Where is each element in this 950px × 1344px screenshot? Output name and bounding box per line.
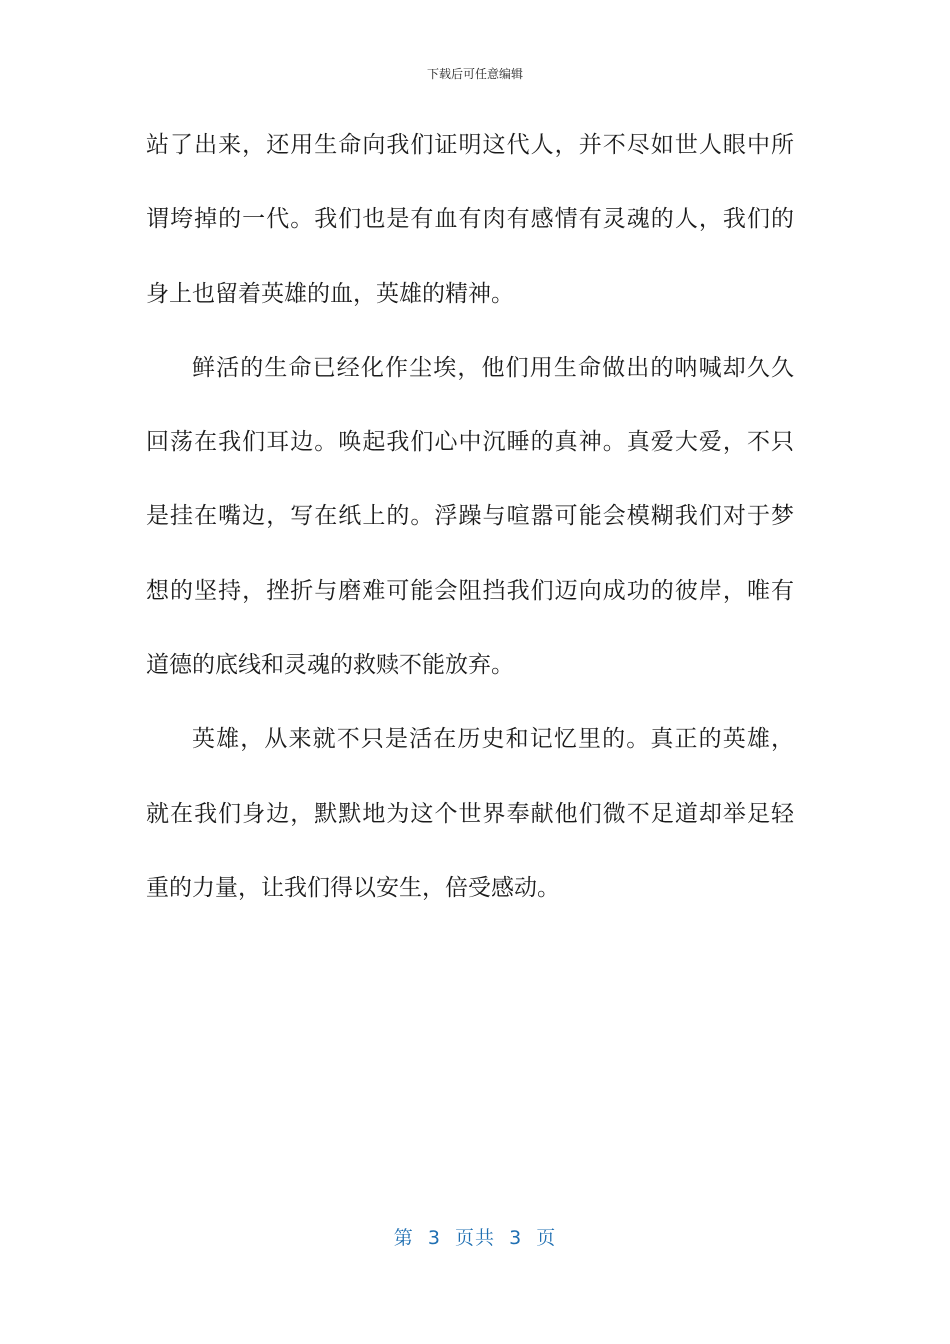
text-line: 英雄，从来就不只是活在历史和记忆里的。真正的英雄，	[192, 726, 794, 753]
text-line: 道德的底线和灵魂的救赎不能放弃。	[146, 652, 514, 679]
text-line: 是挂在嘴边，写在纸上的。浮躁与喧嚣可能会模糊我们对于梦	[146, 503, 794, 530]
document-body	[146, 118, 794, 935]
text-line: 回荡在我们耳边。唤起我们心中沉睡的真神。真爱大爱，不只	[146, 429, 794, 456]
page-header-note: 下载后可任意编辑	[426, 67, 523, 81]
page-number-footer	[0, 1224, 950, 1252]
text-line: 重的力量，让我们得以安生，倍受感动。	[146, 874, 560, 901]
text-line: 站了出来，还用生命向我们证明这代人，并不尽如世人眼中所	[146, 132, 794, 158]
text-line: 身上也留着英雄的血，英雄的精神。	[146, 280, 514, 307]
text-line: 鲜活的生命已经化作尘埃，他们用生命做出的呐喊却久久	[192, 354, 794, 381]
page-number-label: 第 3 页共 3 页	[393, 1227, 557, 1249]
text-line: 谓垮掉的一代。我们也是有血有肉有感情有灵魂的人，我们的	[146, 206, 794, 233]
text-line: 就在我们身边，默默地为这个世界奉献他们微不足道却举足轻	[146, 800, 794, 827]
text-line: 想的坚持，挫折与磨难可能会阻挡我们迈向成功的彼岸，唯有	[146, 577, 794, 604]
